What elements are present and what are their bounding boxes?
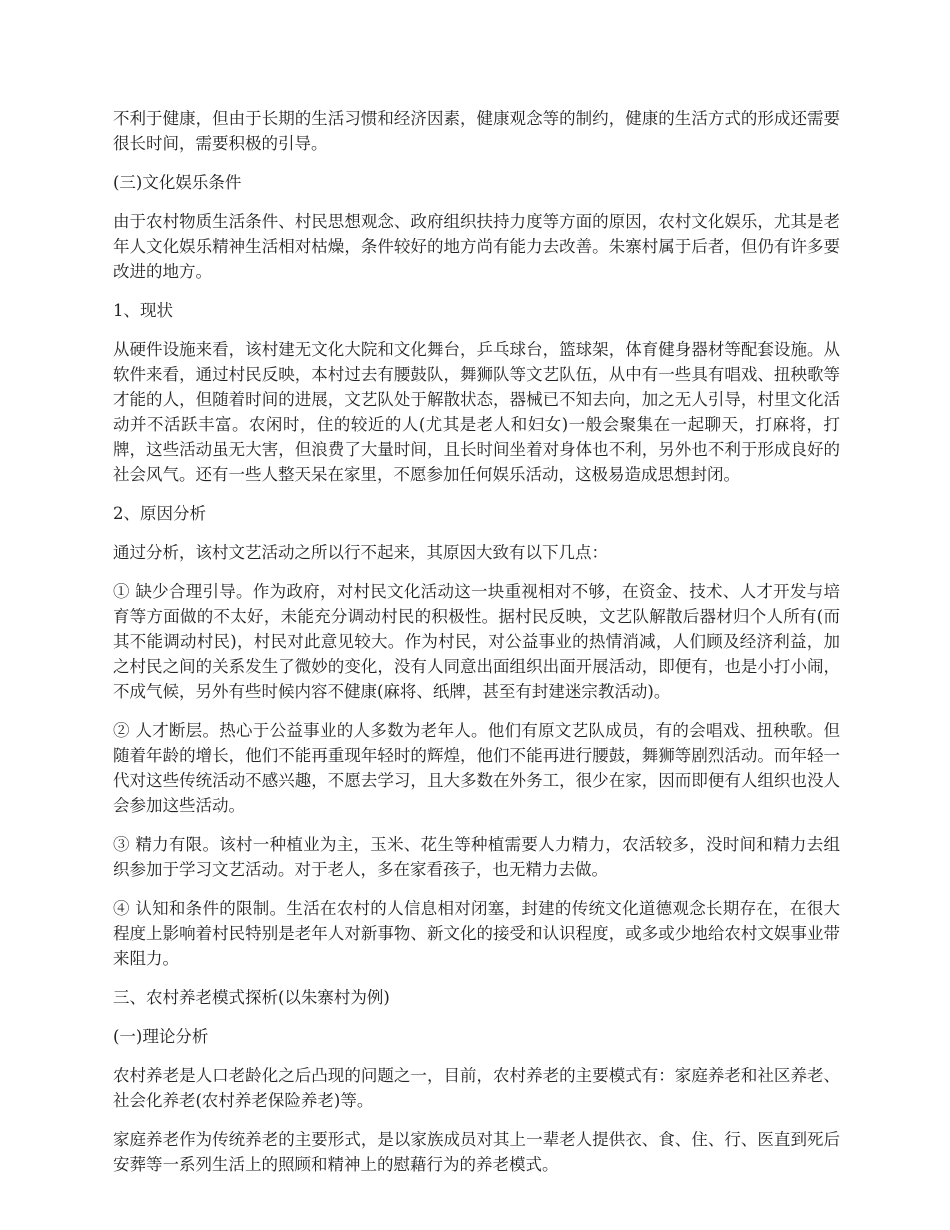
- numbered-paragraph: ② 人才断层。热心于公益事业的人多数为老年人。他们有原文艺队成员，有的会唱戏、扭秧歌。但随着年龄的增长，他们不能再重现年轻时的辉煌，他们不能再进行腰鼓，舞狮等剧烈活动。而年轻一代对这些传统活动不感兴趣，不愿去学习，且大多数在外务工，很少在家，因而即便有人组织也没人会参加这些活动。: [113, 721, 840, 815]
- section-heading: (三)文化娱乐条件: [113, 173, 242, 192]
- section-heading: 三、农村养老模式探析(以朱寨村为例): [113, 988, 390, 1007]
- paragraph: 不利于健康，但由于长期的生活习惯和经济因素，健康观念等的制约，健康的生活方式的形成还需要很长时间，需要积极的引导。: [113, 109, 840, 153]
- numbered-paragraph: ④ 认知和条件的限制。生活在农村的人信息相对闭塞，封建的传统文化道德观念长期存在，在很大程度上影响着村民特别是老年人对新事物、新文化的接受和认识程度，或多或少地给农村文娱事业带来阻力。: [113, 899, 840, 968]
- paragraph: 通过分析，该村文艺活动之所以行不起来，其原因大致有以下几点：: [113, 543, 608, 562]
- numbered-paragraph: ① 缺少合理引导。作为政府，对村民文化活动这一块重视相对不够，在资金、技术、人才开发与培育等方面做的不太好，未能充分调动村民的积极性。据村民反映，文艺队解散后器材归个人所有(而其不能调动村民)，村民对此意见较大。作为村民，对公益事业的热情消减，人们顾及经济利益，加之村民之间的关系发生了微妙的变化，没有人同意出面组织出面开展活动，即便有，也是小打小闹，不成气候，另外有些时候内容不健康(麻将、纸牌，甚至有封建迷宗教活动)。: [113, 582, 840, 701]
- paragraph: 农村养老是人口老龄化之后凸现的问题之一，目前，农村养老的主要模式有：家庭养老和社区养老、社会化养老(农村养老保险养老)等。: [113, 1066, 840, 1110]
- section-heading: 2、原因分析: [113, 504, 206, 523]
- subsection-heading: (一)理论分析: [113, 1027, 209, 1046]
- section-heading: 1、现状: [113, 301, 173, 320]
- numbered-paragraph: ③ 精力有限。该村一种植业为主，玉米、花生等种植需要人力精力，农活较多，没时间和精力去组织参加于学习文艺活动。对于老人，多在家看孩子，也无精力去做。: [113, 835, 840, 879]
- paragraph: 从硬件设施来看，该村建无文化大院和文化舞台，乒乓球台，篮球架，体育健身器材等配套设施。从软件来看，通过村民反映，本村过去有腰鼓队，舞狮队等文艺队伍，从中有一些具有唱戏、扭秧歌等才能的人，但随着时间的进展，文艺队处于解散状态，器械已不知去向，加之无人引导，村里文化活动并不活跃丰富。农闲时，住的较近的人(尤其是老人和妇女)一般会聚集在一起聊天，打麻将，打牌，这些活动虽无大害，但浪费了大量时间，且长时间坐着对身体也不利，另外也不利于形成良好的社会风气。还有一些人整天呆在家里，不愿参加任何娱乐活动，这极易造成思想封闭。: [113, 340, 840, 484]
- paragraph: 家庭养老作为传统养老的主要形式，是以家族成员对其上一辈老人提供衣、食、住、行、医直到死后安葬等一系列生活上的照顾和精神上的慰藉行为的养老模式。: [113, 1130, 840, 1174]
- paragraph: 由于农村物质生活条件、村民思想观念、政府组织扶持力度等方面的原因，农村文化娱乐，尤其是老年人文化娱乐精神生活相对枯燥，条件较好的地方尚有能力去改善。朱寨村属于后者，但仍有许多要改进的地方。: [113, 212, 840, 281]
- document-page: [113, 106, 840, 1191]
